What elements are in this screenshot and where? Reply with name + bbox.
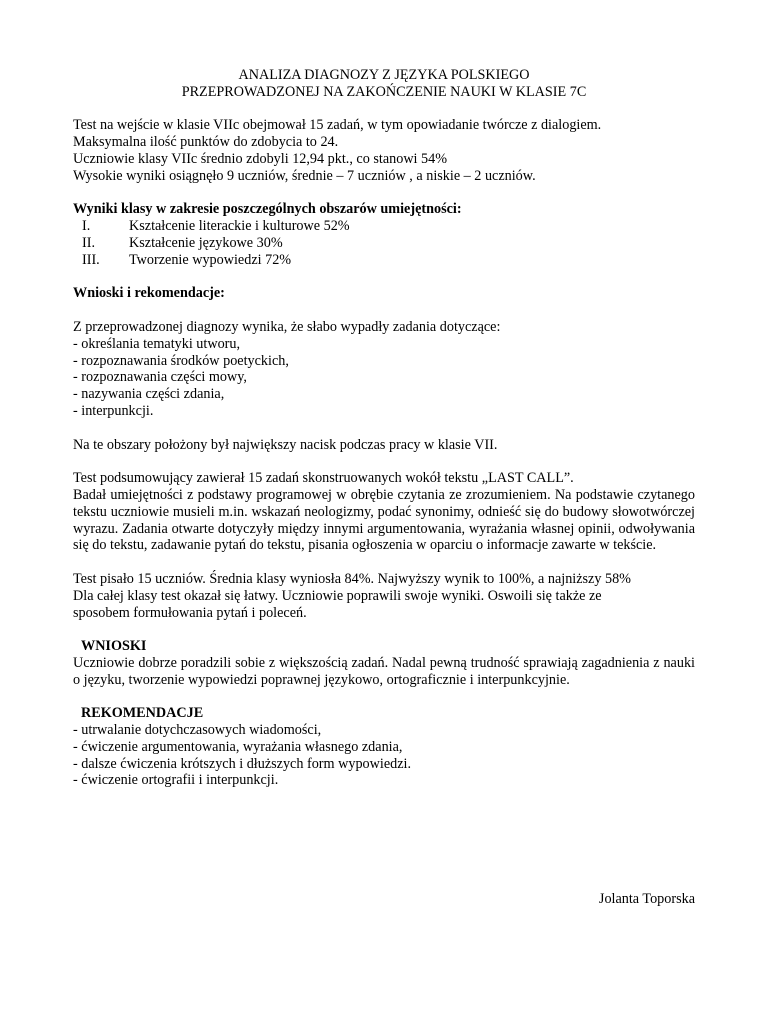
- results-line: Dla całej klasy test okazał się łatwy. Uczniowie poprawili swoje wyniki. Oswoili się także ze: [73, 587, 602, 604]
- skill-number: II.: [82, 234, 95, 251]
- summary-test-section: [73, 470, 695, 554]
- weak-area-item: - nazywania części zdania,: [73, 386, 225, 403]
- skill-number: III.: [82, 251, 100, 268]
- results-line: sposobem formułowania pytań i poleceń.: [73, 604, 307, 621]
- weak-area-item: - interpunkcji.: [73, 402, 154, 419]
- intro-line: Wysokie wyniki osiągnęło 9 uczniów, średnie – 7 uczniów , a niskie – 2 uczniów.: [73, 167, 536, 184]
- wnioski-heading: WNIOSKI: [81, 638, 147, 655]
- intro-line: Test na wejście w klasie VIIc obejmował 15 zadań, w tym opowiadanie twórcze z dialogiem.: [73, 117, 602, 134]
- skill-number: I.: [82, 218, 91, 235]
- skill-text: Tworzenie wypowiedzi 72%: [129, 251, 292, 268]
- skill-text: Kształcenie językowe 30%: [129, 234, 283, 251]
- conclusions-heading: Wnioski i rekomendacje:: [73, 285, 225, 302]
- rekomendacje-item: - ćwiczenie argumentowania, wyrażania własnego zdania,: [73, 738, 403, 755]
- intro-line: Uczniowie klasy VIIc średnio zdobyli 12,94 pkt., co stanowi 54%: [73, 150, 448, 167]
- weak-area-item: - rozpoznawania części mowy,: [73, 369, 247, 386]
- wnioski-text: Uczniowie dobrze poradzili sobie z większością zadań. Nadal pewną trudność sprawiają zagadnienia z nauki o języku, tworzenie wypowiedzi poprawnej językowo, ortograficznie i interpunkcyjnie.: [73, 654, 695, 688]
- skills-heading: Wyniki klasy w zakresie poszczególnych obszarów umiejętności:: [73, 201, 462, 218]
- results-section: [73, 571, 695, 621]
- weak-area-item: - określania tematyki utworu,: [73, 335, 241, 352]
- intro-section: [73, 117, 695, 184]
- results-line: Test pisało 15 uczniów. Średnia klasy wyniosła 84%. Najwyższy wynik to 100%, a najniższy 58%: [73, 570, 631, 587]
- emphasis-note: Na te obszary położony był największy nacisk podczas pracy w klasie VII.: [73, 436, 498, 453]
- summary-test-paragraph: Badał umiejętności z podstawy programowej w obrębie czytania ze zrozumieniem. Na podstawie czytanego tekstu uczniowie musieli m.in. wskazań neologizmy, podać synonimy, odnieść się do budowy słowotwórczej wyrazu. Zadania otwarte dotyczyły między innymi argumentowania, wyrażania własnej opinii, odwoływania się do tekstu, zadawanie pytań do tekstu, pisania ogłoszenia w oparciu o informacje zawarte w tekście.: [73, 486, 695, 554]
- document-title: [73, 67, 695, 101]
- skill-item: [73, 218, 695, 235]
- title-line-2: PRZEPROWADZONEJ NA ZAKOŃCZENIE NAUKI W KLASIE 7C: [181, 83, 587, 100]
- title-line-1: ANALIZA DIAGNOZY Z JĘZYKA POLSKIEGO: [238, 67, 530, 83]
- wnioski-section: [73, 638, 695, 688]
- signature: Jolanta Toporska: [598, 891, 695, 907]
- skills-section: [73, 201, 695, 268]
- rekomendacje-item: - ćwiczenie ortografii i interpunkcji.: [73, 772, 279, 789]
- rekomendacje-item: - utrwalanie dotychczasowych wiadomości,: [73, 722, 322, 739]
- summary-test-line: Test podsumowujący zawierał 15 zadań skonstruowanych wokół tekstu „LAST CALL”.: [73, 470, 574, 487]
- skill-item: [73, 235, 695, 252]
- weak-areas-section: [73, 319, 695, 420]
- weak-areas-lead: Z przeprowadzonej diagnozy wynika, że słabo wypadły zadania dotyczące:: [73, 318, 501, 335]
- weak-area-item: - rozpoznawania środków poetyckich,: [73, 352, 289, 369]
- rekomendacje-heading: REKOMENDACJE: [81, 705, 204, 722]
- document-body: [73, 67, 695, 789]
- skill-text: Kształcenie literackie i kulturowe 52%: [129, 218, 350, 235]
- skill-item: [73, 252, 695, 269]
- intro-line: Maksymalna ilość punktów do zdobycia to 24.: [73, 134, 339, 151]
- rekomendacje-section: [73, 705, 695, 789]
- rekomendacje-item: - dalsze ćwiczenia krótszych i dłuższych form wypowiedzi.: [73, 755, 412, 772]
